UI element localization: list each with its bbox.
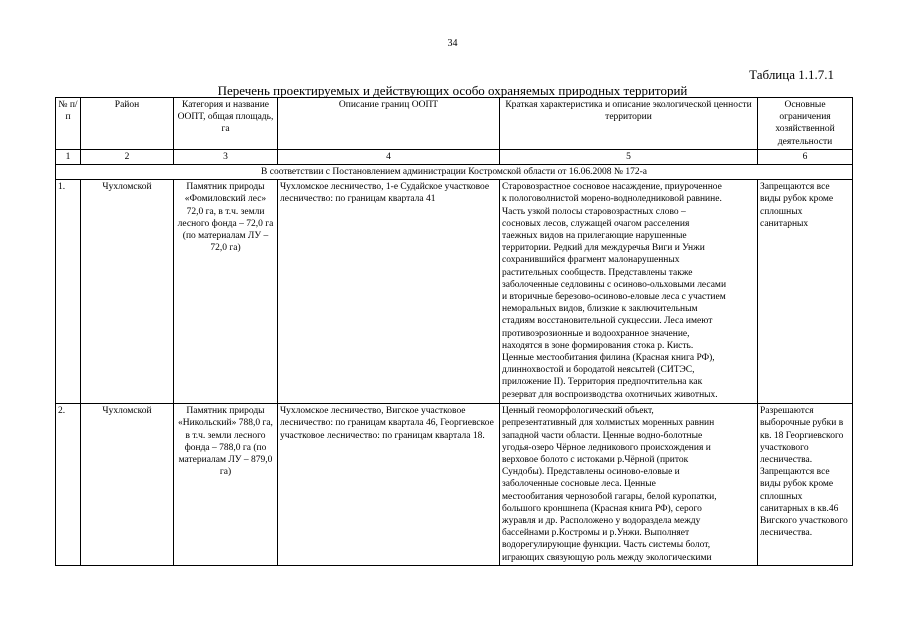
description-line: Часть узкой полосы старовозрастных слово – bbox=[502, 206, 686, 217]
category-cell: Памятник природы «Фомиловский лес» 72,0 га, в т.ч. земли лесного фонда – 72,0 га (по материалам ЛУ – 72,0 га) bbox=[174, 180, 278, 404]
description-line: заболоченные седловины с осиново-ольховыми лесами bbox=[502, 279, 727, 290]
description-line: угодья-озеро Чёрное ледникового происхождения и bbox=[502, 442, 711, 453]
table-row bbox=[56, 180, 853, 404]
description-line: журавля и др. Расположено у водораздела между bbox=[502, 516, 701, 527]
column-number: 1 bbox=[56, 149, 81, 164]
description-cell bbox=[500, 404, 758, 566]
description-line: противоэрозионные и водоохранное значение, bbox=[502, 328, 690, 339]
borders-cell: Чухломское лесничество, 1-е Судайское участковое лесничество: по границам квартала 41 bbox=[278, 180, 500, 404]
description-line: Ценные местообитания филина (Красная книга РФ), bbox=[502, 353, 715, 364]
description-line: к пологоволнистой морено-водноледниковой равнине. bbox=[502, 194, 722, 205]
column-number: 2 bbox=[81, 149, 174, 164]
table-title: Перечень проектируемых и действующих особо охраняемых природных территорий bbox=[217, 83, 688, 98]
description-line: сосновых лесов, служащей очагом расселения bbox=[502, 218, 690, 229]
column-number: 5 bbox=[500, 149, 758, 164]
description-line: местообитания чернозобой гагары, белой куропатки, bbox=[502, 491, 717, 502]
description-line: заболоченные сосновые леса. Ценные bbox=[502, 479, 656, 490]
description-line: сохранившийся фрагмент малонарушенных bbox=[502, 255, 680, 266]
table-row bbox=[56, 404, 853, 566]
description-cell bbox=[500, 180, 758, 404]
header-cell: Краткая характеристика и описание экологической ценности территории bbox=[500, 98, 758, 150]
description-line: водорегулирующие функции. Часть системы болот, bbox=[502, 540, 711, 551]
restrictions-cell: Запрещаются все виды рубок кроме сплошных санитарных bbox=[758, 180, 853, 404]
description-line: находятся в зоне формирования стока р. Кисть. bbox=[502, 340, 694, 351]
row-number: 1. bbox=[56, 180, 81, 404]
header-cell: Описание границ ООПТ bbox=[278, 98, 500, 150]
column-number-row bbox=[56, 149, 853, 164]
description-line: приложение II). Территория предпочтительна как bbox=[502, 377, 703, 388]
row-number: 2. bbox=[56, 404, 81, 566]
column-number: 4 bbox=[278, 149, 500, 164]
district-cell: Чухломской bbox=[81, 180, 174, 404]
protected-areas-table bbox=[55, 97, 853, 566]
description-line: западной части области. Ценные водно-болотные bbox=[502, 430, 703, 441]
restrictions-cell: Разрешаются выборочные рубки в кв. 18 Георгиевского участкового лесничества. Запрещаются все виды рубок кроме сплошных санитарных в кв.46 Вигского участкового лесничества. bbox=[758, 404, 853, 566]
description-line: большого кроншнепа (Красная книга РФ), серого bbox=[502, 503, 702, 514]
column-number: 3 bbox=[174, 149, 278, 164]
header-row bbox=[56, 98, 853, 150]
header-cell: Район bbox=[81, 98, 174, 150]
description-line: репрезентативный для холмистых моренных равнин bbox=[502, 418, 715, 429]
description-line: и вторичные березово-осиново-еловые леса с участием bbox=[502, 292, 726, 303]
description-line: Сундобы). Представлены осиново-еловые и bbox=[502, 467, 680, 478]
district-cell: Чухломской bbox=[81, 404, 174, 566]
description-line: верховое болото с истоками р.Чёрной (приток bbox=[502, 455, 689, 466]
page-number: 34 bbox=[447, 38, 458, 49]
description-line: растительных сообществ. Представлены также bbox=[502, 267, 693, 278]
section-row bbox=[56, 165, 853, 180]
description-line: Старовозрастное сосновое насаждение, приуроченное bbox=[502, 182, 722, 193]
description-line: территории. Редкий для междуречья Виги и Унжи bbox=[502, 243, 705, 254]
header-cell: № п/п bbox=[56, 98, 81, 150]
description-line: длиннохвостой и бородатой неясытей (СИТЭС, bbox=[502, 365, 695, 376]
header-cell: Категория и название ООПТ, общая площадь, га bbox=[174, 98, 278, 150]
table-label: Таблица 1.1.7.1 bbox=[749, 67, 834, 82]
category-cell: Памятник природы «Никольский» 788,0 га, в т.ч. земли лесного фонда – 788,0 га (по материалам ЛУ – 879,0 га) bbox=[174, 404, 278, 566]
header-cell: Основные ограничения хозяйственной деятельности bbox=[758, 98, 853, 150]
description-line: бассейнами р.Костромы и р.Унжи. Выполняет bbox=[502, 528, 690, 539]
description-line: резерват для воспроизводства охотничьих животных. bbox=[502, 389, 718, 400]
description-line: стадиям восстановительной сукцессии. Леса имеют bbox=[502, 316, 713, 327]
description-line: играющих связующую роль между экологическими bbox=[502, 552, 712, 563]
column-number: 6 bbox=[758, 149, 853, 164]
description-line: Ценный геоморфологический объект, bbox=[502, 406, 654, 417]
borders-cell: Чухломское лесничество, Вигское участковое лесничество: по границам квартала 46, Георгиевское участковое лесничество: по границам квартала 18. bbox=[278, 404, 500, 566]
description-line: неморальных видов, близкие к заключительным bbox=[502, 304, 698, 315]
section-title: В соответствии с Постановлением администрации Костромской области от 16.06.2008 № 172-а bbox=[56, 165, 853, 180]
description-line: таежных видов на прилегающие нарушенные bbox=[502, 231, 687, 242]
